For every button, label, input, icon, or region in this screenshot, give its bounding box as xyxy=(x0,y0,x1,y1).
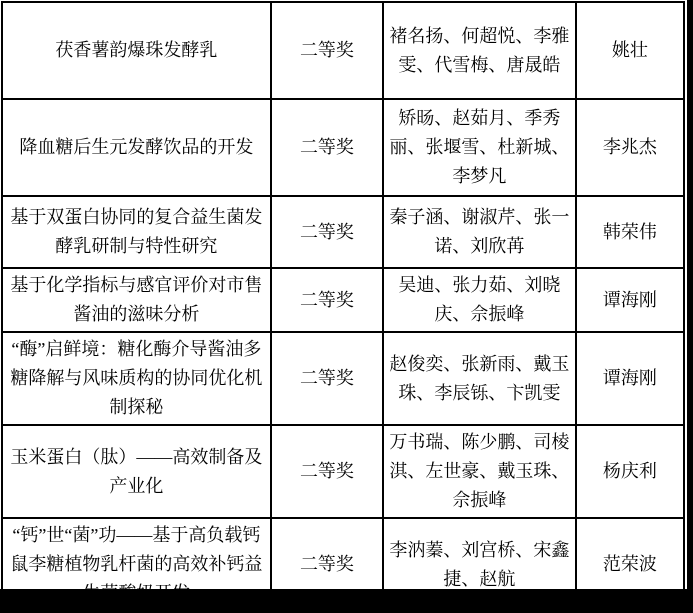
table-row xyxy=(2,518,684,611)
members-cell: 李汭蓁、刘宫桥、宋鑫捷、赵航 xyxy=(383,518,576,611)
advisor-cell: 韩荣伟 xyxy=(576,196,684,268)
members-cell: 秦子涵、谢淑芹、张一诺、刘欣苒 xyxy=(383,196,576,268)
advisor-cell: 姚壮 xyxy=(576,2,684,99)
award-cell: 二等奖 xyxy=(271,332,383,425)
table-row xyxy=(2,196,684,268)
awards-table xyxy=(1,1,685,612)
members-cell: 赵俊奕、张新雨、戴玉珠、李辰铄、卞凯雯 xyxy=(383,332,576,425)
award-cell: 二等奖 xyxy=(271,99,383,196)
members-cell: 褚名扬、何超悦、李雅雯、代雪梅、唐晟皓 xyxy=(383,2,576,99)
advisor-cell: 范荣波 xyxy=(576,518,684,611)
advisor-cell: 谭海刚 xyxy=(576,332,684,425)
advisor-cell: 杨庆利 xyxy=(576,425,684,518)
table-row xyxy=(2,332,684,425)
award-cell: 二等奖 xyxy=(271,518,383,611)
members-cell: 吴迪、张力茹、刘晓庆、佘振峰 xyxy=(383,268,576,332)
advisor-cell: 谭海刚 xyxy=(576,268,684,332)
award-cell: 二等奖 xyxy=(271,2,383,99)
table-row xyxy=(2,99,684,196)
table-row xyxy=(2,268,684,332)
project-cell: 玉米蛋白（肽）——高效制备及产业化 xyxy=(2,425,271,518)
table-row xyxy=(2,2,684,99)
project-cell: 基于双蛋白协同的复合益生菌发酵乳研制与特性研究 xyxy=(2,196,271,268)
award-cell: 二等奖 xyxy=(271,196,383,268)
project-cell: 茯香薯韵爆珠发酵乳 xyxy=(2,2,271,99)
advisor-cell: 李兆杰 xyxy=(576,99,684,196)
award-cell: 二等奖 xyxy=(271,268,383,332)
project-cell: “酶”启鲜境：糖化酶介导酱油多糖降解与风味质构的协同优化机制探秘 xyxy=(2,332,271,425)
members-cell: 万书瑞、陈少鹏、司棱淇、左世豪、戴玉珠、佘振峰 xyxy=(383,425,576,518)
project-cell: 降血糖后生元发酵饮品的开发 xyxy=(2,99,271,196)
project-cell: “钙”世“菌”功——基于高负载钙鼠李糖植物乳杆菌的高效补钙益生菌酸奶开发 xyxy=(2,518,271,611)
table-row xyxy=(2,425,684,518)
award-cell: 二等奖 xyxy=(271,425,383,518)
project-cell: 基于化学指标与感官评价对市售酱油的滋味分析 xyxy=(2,268,271,332)
members-cell: 矫旸、赵茹月、季秀丽、张堰雪、杜新城、 李梦凡 xyxy=(383,99,576,196)
